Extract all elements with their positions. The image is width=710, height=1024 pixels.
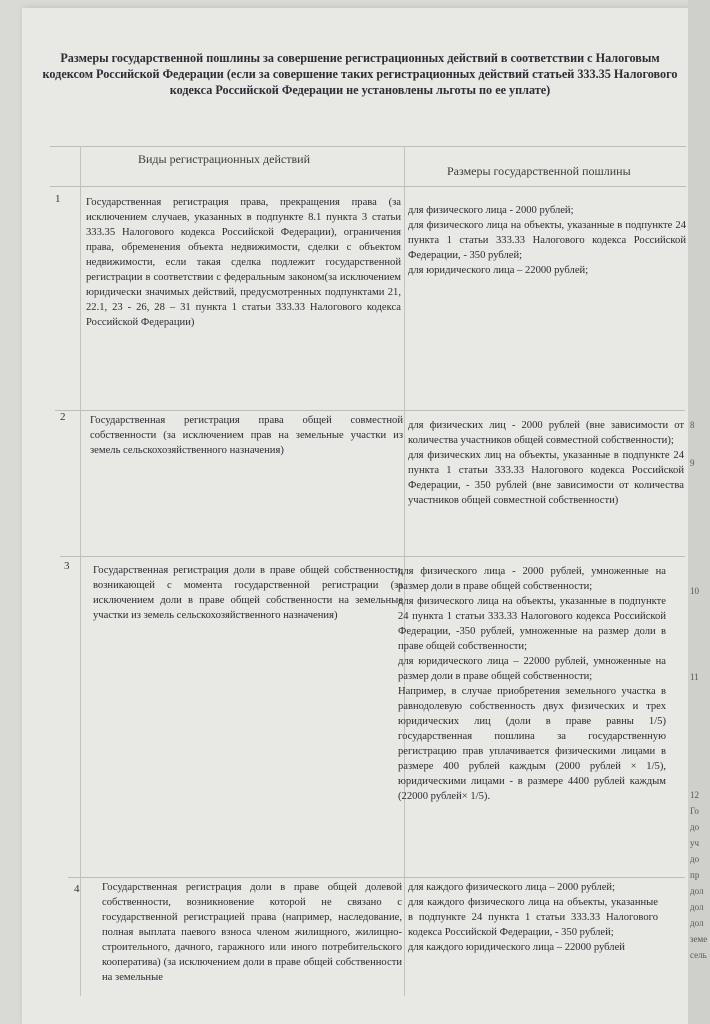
fee-item: для физических лиц на объекты, указанные в подпункте 24 пункта 1 статьи 333.33 Налогового кодекса Российской Федерации, - 350 рублей (вне зависимости от количества участников общей совместной собственности) — [408, 450, 684, 506]
table-header-border — [50, 186, 686, 187]
edge-label: пр — [690, 870, 700, 880]
fee-item: для юридического лица – 22000 рублей, умноженные на размер доли в праве общей собственности; — [398, 656, 666, 682]
edge-label: 11 — [690, 672, 699, 682]
fee-item: для каждого физического лица на объекты, указанные в подпункте 24 пункта 1 статьи 333.33 Налогового кодекса Российской Федерации, - 350 рублей; — [408, 897, 658, 938]
edge-label: дол — [690, 886, 704, 896]
number-column-border — [80, 146, 81, 996]
fee-item: для физического лица на объекты, указанные в подпункте 24 пункта 1 статьи 333.33 Налогового кодекса Российской Федерации, - 350 рублей; — [408, 220, 686, 261]
row-number: 1 — [55, 193, 61, 205]
edge-label: 10 — [690, 586, 699, 596]
adjacent-page-edge — [688, 0, 710, 1024]
row-action: Государственная регистрация доли в праве общей долевой собственности, возникновение которой не связано с государственной регистрацией права (например, наследование, полная выплата паевого взноса членом жилищного, жилищно-строительного, дачного, гаражного или иного потребительского кооператива) (за исключением доли в праве общей собственности на земельные — [102, 882, 402, 983]
fee-item: для физического лица на объекты, указанные в подпункте 24 пункта 1 статьи 333.33 Налогового кодекса Российской Федерации, -350 рублей, умноженные на размер доли в праве общей собственности; — [398, 596, 666, 652]
row-action: Государственная регистрация права, прекращения права (за исключением случаев, указанных в подпункте 8.1 пункта 3 статьи 333.35 Налогового кодекса Российской Федерации), ограничения права, обременения объекта недвижимости, сделки с объектом недвижимости, если такая сделка подлежит государственной регистрации в соответствии с федеральным законом(за исключением юридически значимых действий, предусмотренных подпунктами 21, 22.1, 23 - 26, 28 – 31 пункта 1 статьи 333.33 Налогового кодекса Российской Федерации) — [86, 197, 401, 328]
edge-label: Го — [690, 806, 699, 816]
fee-item: для физических лиц - 2000 рублей (вне зависимости от количества участников общей совместной собственности); — [408, 420, 684, 446]
edge-label: 9 — [690, 458, 695, 468]
fee-item: для каждого юридического лица – 22000 рублей — [408, 942, 625, 953]
edge-label: уч — [690, 838, 700, 848]
document-sheet — [22, 8, 692, 1024]
edge-label: земе — [690, 934, 708, 944]
header-actions: Виды регистрационных действий — [138, 152, 310, 166]
fee-item: для физического лица - 2000 рублей; — [408, 205, 574, 216]
edge-label: до — [690, 822, 700, 832]
edge-label: до — [690, 854, 700, 864]
edge-label: дол — [690, 918, 704, 928]
row-number: 4 — [74, 883, 80, 895]
edge-label: 12 — [690, 790, 699, 800]
fee-item: для юридического лица – 22000 рублей; — [408, 265, 589, 276]
row-action: Государственная регистрация доли в праве общей собственности, возникающей с момента государственной регистрации (за исключением доли в праве общей собственности на земельные участки из земель сельскохозяйственного назначения) — [93, 565, 403, 621]
row-action: Государственная регистрация права общей совместной собственности (за исключением прав на земельные участки из земель сельскохозяйственного назначения) — [90, 415, 403, 456]
fee-item: для каждого физического лица – 2000 рублей; — [408, 882, 616, 893]
row-fees — [408, 418, 684, 508]
edge-label: сель — [690, 950, 707, 960]
row-number: 2 — [60, 411, 66, 423]
edge-label: 8 — [690, 420, 695, 430]
header-fees: Размеры государственной пошлины — [447, 164, 631, 178]
fee-item: для физического лица - 2000 рублей, умноженные на размер доли в праве общей собственности; — [398, 566, 666, 592]
fee-item: Например, в случае приобретения земельного участка в равнодолевую собственность двух физических и трех юридических лиц (доли в праве равны 1/5) государственная пошлина за государственную регистрацию прав уплачивается физическими лицами в размере 400 рублей каждым (2000 рублей × 1/5), юридическими лицами - в размере 4400 рублей каждым (22000 рублей× 1/5). — [398, 686, 666, 802]
document-title: Размеры государственной пошлины за совершение регистрационных действий в соответствии с Налоговым кодексом Российской Федерации (если за совершение таких регистрационных действий статьей 333.35 Налогового кодекса Российской Федерации не установлены льготы по ее уплате) — [42, 51, 678, 97]
row-fees — [408, 203, 686, 278]
row-divider — [60, 556, 685, 557]
row-divider — [55, 410, 685, 411]
table-top-border — [50, 146, 686, 147]
row-number: 3 — [64, 560, 70, 572]
row-fees — [408, 880, 658, 955]
row-divider — [68, 877, 685, 878]
edge-label: дол — [690, 902, 704, 912]
row-fees — [398, 564, 666, 804]
